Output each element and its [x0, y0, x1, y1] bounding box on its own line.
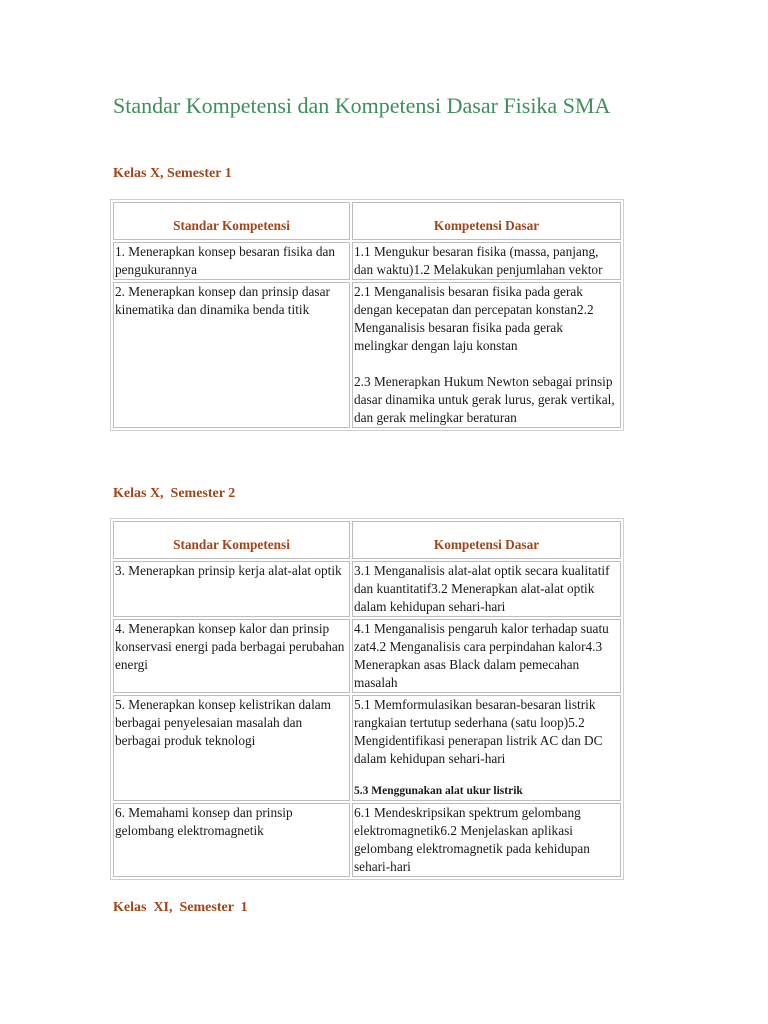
- standar-kompetensi-cell: 2. Menerapkan konsep dan prinsip dasar kinematika dan dinamika benda titik: [113, 282, 350, 428]
- kompetensi-dasar-cell: [352, 282, 621, 428]
- standar-kompetensi-cell: 6. Memahami konsep dan prinsip gelombang elektromagnetik: [113, 803, 350, 877]
- standar-kompetensi-cell: 5. Menerapkan konsep kelistrikan dalam berbagai penyelesaian masalah dan berbagai produk teknologi: [113, 695, 350, 801]
- kompetensi-dasar-text: 3.1 Menganalisis alat-alat optik secara kualitatif dan kuantitatif3.2 Menerapkan alat-alat optik dalam kehidupan sehari-hari: [354, 563, 610, 614]
- standar-kompetensi-cell: 3. Menerapkan prinsip kerja alat-alat optik: [113, 561, 350, 617]
- standar-kompetensi-cell: 4. Menerapkan konsep kalor dan prinsip konservasi energi pada berbagai perubahan energi: [113, 619, 350, 693]
- header-standar-kompetensi: Standar Kompetensi: [113, 521, 350, 559]
- kompetensi-dasar-cell: [352, 695, 621, 801]
- table-kelas-x-semester-1: [110, 199, 624, 431]
- table-row: [113, 561, 621, 617]
- section-heading-kelas-xi-semester-1: Kelas XI, Semester 1: [113, 900, 248, 915]
- kompetensi-dasar-cell: [352, 561, 621, 617]
- table-row: [113, 619, 621, 693]
- page-title: Standar Kompetensi dan Kompetensi Dasar Fisika SMA: [113, 93, 611, 118]
- table-row: [113, 803, 621, 877]
- kompetensi-dasar-text: 2.3 Menerapkan Hukum Newton sebagai prinsip dasar dinamika untuk gerak lurus, gerak vertikal, dan gerak melingkar beraturan: [354, 374, 615, 425]
- kompetensi-dasar-cell: [352, 242, 621, 280]
- table-row: [113, 242, 621, 280]
- header-standar-kompetensi: Standar Kompetensi: [113, 202, 350, 240]
- table-header-row: [113, 521, 621, 559]
- section-heading-kelas-x-semester-2: Kelas X, Semester 2: [113, 486, 236, 501]
- section-heading-kelas-x-semester-1: Kelas X, Semester 1: [113, 166, 232, 181]
- table-header-row: [113, 202, 621, 240]
- kompetensi-dasar-cell: [352, 803, 621, 877]
- header-kompetensi-dasar: Kompetensi Dasar: [352, 521, 621, 559]
- header-kompetensi-dasar: Kompetensi Dasar: [352, 202, 621, 240]
- kompetensi-dasar-text: 5.1 Memformulasikan besaran-besaran listrik rangkaian tertutup sederhana (satu loop)5.2 Mengidentifikasi penerapan listrik AC dan DC dalam kehidupan sehari-hari: [354, 697, 603, 766]
- table-kelas-x-semester-2: [110, 518, 624, 880]
- kompetensi-dasar-text: 1.1 Mengukur besaran fisika (massa, panjang, dan waktu)1.2 Melakukan penjumlahan vektor: [354, 244, 603, 277]
- kompetensi-dasar-bold-text: 5.3 Menggunakan alat ukur listrik: [354, 785, 523, 797]
- kompetensi-dasar-text: 6.1 Mendeskripsikan spektrum gelombang elektromagnetik6.2 Menjelaskan aplikasi gelombang elektromagnetik pada kehidupan sehari-hari: [354, 805, 590, 874]
- table-row: [113, 282, 621, 428]
- kompetensi-dasar-text: 4.1 Menganalisis pengaruh kalor terhadap suatu zat4.2 Menganalisis cara perpindahan kalor4.3 Menerapkan asas Black dalam pemecahan masalah: [354, 621, 609, 690]
- table-row: [113, 695, 621, 801]
- standar-kompetensi-cell: 1. Menerapkan konsep besaran fisika dan pengukurannya: [113, 242, 350, 280]
- kompetensi-dasar-text: 2.1 Menganalisis besaran fisika pada gerak dengan kecepatan dan percepatan konstan2.2 Menganalisis besaran fisika pada gerak melingkar dengan laju konstan: [354, 284, 594, 353]
- kompetensi-dasar-cell: [352, 619, 621, 693]
